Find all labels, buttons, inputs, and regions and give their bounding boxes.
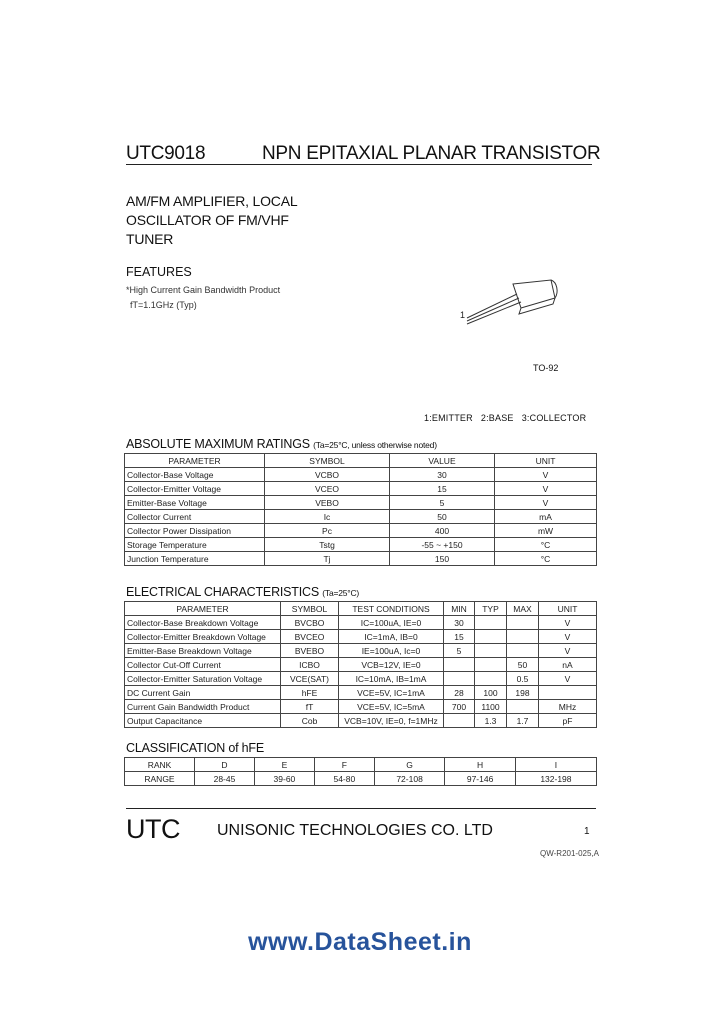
- table-cell: 1.3: [475, 714, 507, 728]
- table-cell: Collector-Emitter Voltage: [125, 482, 265, 496]
- table-row: [125, 524, 597, 538]
- features-heading: FEATURES: [126, 265, 192, 279]
- table-row: [125, 616, 597, 630]
- electrical-note: (Ta=25°C): [322, 588, 360, 598]
- table-row: [125, 496, 597, 510]
- footer-rule: [126, 808, 596, 809]
- table-cell: 198: [507, 686, 539, 700]
- pin-assignment: 1:EMITTER 2:BASE 3:COLLECTOR: [424, 413, 587, 423]
- table-cell: [507, 616, 539, 630]
- table-cell: 5: [390, 496, 495, 510]
- table-cell: V: [539, 672, 597, 686]
- table-header-row: [125, 454, 597, 468]
- column-header: MAX: [507, 602, 539, 616]
- to92-package-drawing: [455, 278, 565, 328]
- range-cell: 72-108: [374, 772, 445, 786]
- table-cell: BVCEO: [281, 630, 339, 644]
- column-header: PARAMETER: [125, 454, 265, 468]
- table-cell: 100: [475, 686, 507, 700]
- table-cell: V: [495, 482, 597, 496]
- table-cell: V: [495, 496, 597, 510]
- table-cell: -55 ~ +150: [390, 538, 495, 552]
- table-cell: Current Gain Bandwidth Product: [125, 700, 281, 714]
- range-cell: 39-60: [254, 772, 314, 786]
- table-cell: Collector-Emitter Breakdown Voltage: [125, 630, 281, 644]
- table-cell: Collector Current: [125, 510, 265, 524]
- table-row: [125, 468, 597, 482]
- application-line: TUNER: [126, 231, 174, 247]
- column-header: SYMBOL: [265, 454, 390, 468]
- rank-cell: E: [254, 758, 314, 772]
- table-cell: VEBO: [265, 496, 390, 510]
- table-cell: 15: [390, 482, 495, 496]
- rank-cell: D: [195, 758, 255, 772]
- table-row: [125, 658, 597, 672]
- document-subject: NPN EPITAXIAL PLANAR TRANSISTOR: [262, 143, 601, 164]
- table-cell: 700: [444, 700, 475, 714]
- range-label: RANGE: [125, 772, 195, 786]
- table-cell: Collector Cut-Off Current: [125, 658, 281, 672]
- table-cell: 15: [444, 630, 475, 644]
- rank-cell: I: [515, 758, 596, 772]
- table-cell: [444, 714, 475, 728]
- application-description: [126, 192, 297, 249]
- table-row: [125, 644, 597, 658]
- table-cell: 0.5: [507, 672, 539, 686]
- table-cell: 1.7: [507, 714, 539, 728]
- table-cell: Output Capacitance: [125, 714, 281, 728]
- classification-heading: CLASSIFICATION of hFE: [126, 741, 264, 755]
- range-cell: 54-80: [314, 772, 374, 786]
- table-cell: IC=100uA, IE=0: [339, 616, 444, 630]
- company-logo: UTC: [126, 814, 180, 844]
- table-cell: [444, 658, 475, 672]
- table-row: [125, 510, 597, 524]
- table-cell: VCE=5V, IC=5mA: [339, 700, 444, 714]
- header-rule: [126, 164, 592, 165]
- table-cell: Cob: [281, 714, 339, 728]
- column-header: VALUE: [390, 454, 495, 468]
- table-cell: MHz: [539, 700, 597, 714]
- table-cell: Pc: [265, 524, 390, 538]
- table-cell: VCB=12V, IE=0: [339, 658, 444, 672]
- range-cell: 132-198: [515, 772, 596, 786]
- table-cell: IC=10mA, IB=1mA: [339, 672, 444, 686]
- table-cell: [475, 672, 507, 686]
- table-row: [125, 538, 597, 552]
- watermark: www.DataSheet.in: [248, 928, 472, 956]
- table-cell: VCBO: [265, 468, 390, 482]
- range-cell: 28-45: [195, 772, 255, 786]
- table-cell: VCEO: [265, 482, 390, 496]
- table-row: [125, 630, 597, 644]
- column-header: PARAMETER: [125, 602, 281, 616]
- table-cell: Collector Power Dissipation: [125, 524, 265, 538]
- table-cell: Collector-Base Voltage: [125, 468, 265, 482]
- table-cell: Tj: [265, 552, 390, 566]
- rank-cell: H: [445, 758, 516, 772]
- rank-cell: G: [374, 758, 445, 772]
- table-cell: BVCBO: [281, 616, 339, 630]
- company-name: UNISONIC TECHNOLOGIES CO. LTD: [217, 822, 493, 839]
- column-header: UNIT: [495, 454, 597, 468]
- table-cell: 50: [507, 658, 539, 672]
- table-row: [125, 700, 597, 714]
- rank-cell: F: [314, 758, 374, 772]
- absolute-ratings-heading: [126, 437, 437, 451]
- table-cell: 30: [444, 616, 475, 630]
- features-list: [126, 283, 280, 313]
- table-cell: Emitter-Base Voltage: [125, 496, 265, 510]
- table-cell: IC=1mA, IB=0: [339, 630, 444, 644]
- table-cell: [475, 630, 507, 644]
- table-cell: V: [539, 616, 597, 630]
- table-cell: nA: [539, 658, 597, 672]
- table-cell: VCE=5V, IC=1mA: [339, 686, 444, 700]
- table-cell: Ic: [265, 510, 390, 524]
- table-cell: Collector-Base Breakdown Voltage: [125, 616, 281, 630]
- table-cell: 28: [444, 686, 475, 700]
- table-cell: VCB=10V, IE=0, f=1MHz: [339, 714, 444, 728]
- table-cell: BVEBO: [281, 644, 339, 658]
- table-header-row: [125, 602, 597, 616]
- table-cell: °C: [495, 538, 597, 552]
- table-row: [125, 482, 597, 496]
- table-cell: [539, 686, 597, 700]
- table-cell: mA: [495, 510, 597, 524]
- table-cell: [475, 658, 507, 672]
- table-cell: 150: [390, 552, 495, 566]
- table-row: [125, 686, 597, 700]
- table-cell: [444, 672, 475, 686]
- table-cell: fT: [281, 700, 339, 714]
- absolute-ratings-note: (Ta=25°C, unless otherwise noted): [313, 440, 437, 450]
- part-number: UTC9018: [126, 143, 206, 164]
- table-cell: Tstg: [265, 538, 390, 552]
- table-cell: [507, 630, 539, 644]
- pin1-marker: 1: [460, 310, 466, 320]
- rank-row: [125, 758, 597, 772]
- feature-item: fT=1.1GHz (Typ): [130, 300, 197, 310]
- table-cell: 1100: [475, 700, 507, 714]
- column-header: MIN: [444, 602, 475, 616]
- table-cell: [475, 644, 507, 658]
- table-cell: ICBO: [281, 658, 339, 672]
- table-row: [125, 714, 597, 728]
- table-row: [125, 672, 597, 686]
- table-cell: Collector-Emitter Saturation Voltage: [125, 672, 281, 686]
- table-cell: 400: [390, 524, 495, 538]
- table-cell: mW: [495, 524, 597, 538]
- column-header: UNIT: [539, 602, 597, 616]
- electrical-heading: [126, 585, 359, 599]
- column-header: TEST CONDITIONS: [339, 602, 444, 616]
- table-cell: 5: [444, 644, 475, 658]
- package-label: TO-92: [533, 363, 559, 373]
- column-header: TYP: [475, 602, 507, 616]
- range-row: [125, 772, 597, 786]
- table-cell: [475, 616, 507, 630]
- page-number: 1: [584, 826, 590, 837]
- table-cell: V: [495, 468, 597, 482]
- table-cell: [507, 644, 539, 658]
- application-line: AM/FM AMPLIFIER, LOCAL: [126, 193, 298, 209]
- table-cell: Emitter-Base Breakdown Voltage: [125, 644, 281, 658]
- range-cell: 97-146: [445, 772, 516, 786]
- table-row: [125, 552, 597, 566]
- table-cell: Storage Temperature: [125, 538, 265, 552]
- table-cell: Junction Temperature: [125, 552, 265, 566]
- table-cell: hFE: [281, 686, 339, 700]
- table-cell: V: [539, 630, 597, 644]
- document-number: QW-R201-025,A: [540, 849, 599, 858]
- table-cell: pF: [539, 714, 597, 728]
- electrical-characteristics-table: [124, 601, 597, 728]
- table-cell: [507, 700, 539, 714]
- feature-item: *High Current Gain Bandwidth Product: [126, 285, 281, 295]
- table-cell: V: [539, 644, 597, 658]
- absolute-ratings-table: [124, 453, 597, 566]
- table-cell: 30: [390, 468, 495, 482]
- rank-label: RANK: [125, 758, 195, 772]
- table-cell: DC Current Gain: [125, 686, 281, 700]
- table-cell: IE=100uA, Ic=0: [339, 644, 444, 658]
- table-cell: VCE(SAT): [281, 672, 339, 686]
- column-header: SYMBOL: [281, 602, 339, 616]
- classification-table: [124, 757, 597, 786]
- application-line: OSCILLATOR OF FM/VHF: [126, 212, 289, 228]
- absolute-ratings-title: ABSOLUTE MAXIMUM RATINGS: [126, 437, 310, 451]
- electrical-title: ELECTRICAL CHARACTERISTICS: [126, 585, 319, 599]
- table-cell: 50: [390, 510, 495, 524]
- table-cell: °C: [495, 552, 597, 566]
